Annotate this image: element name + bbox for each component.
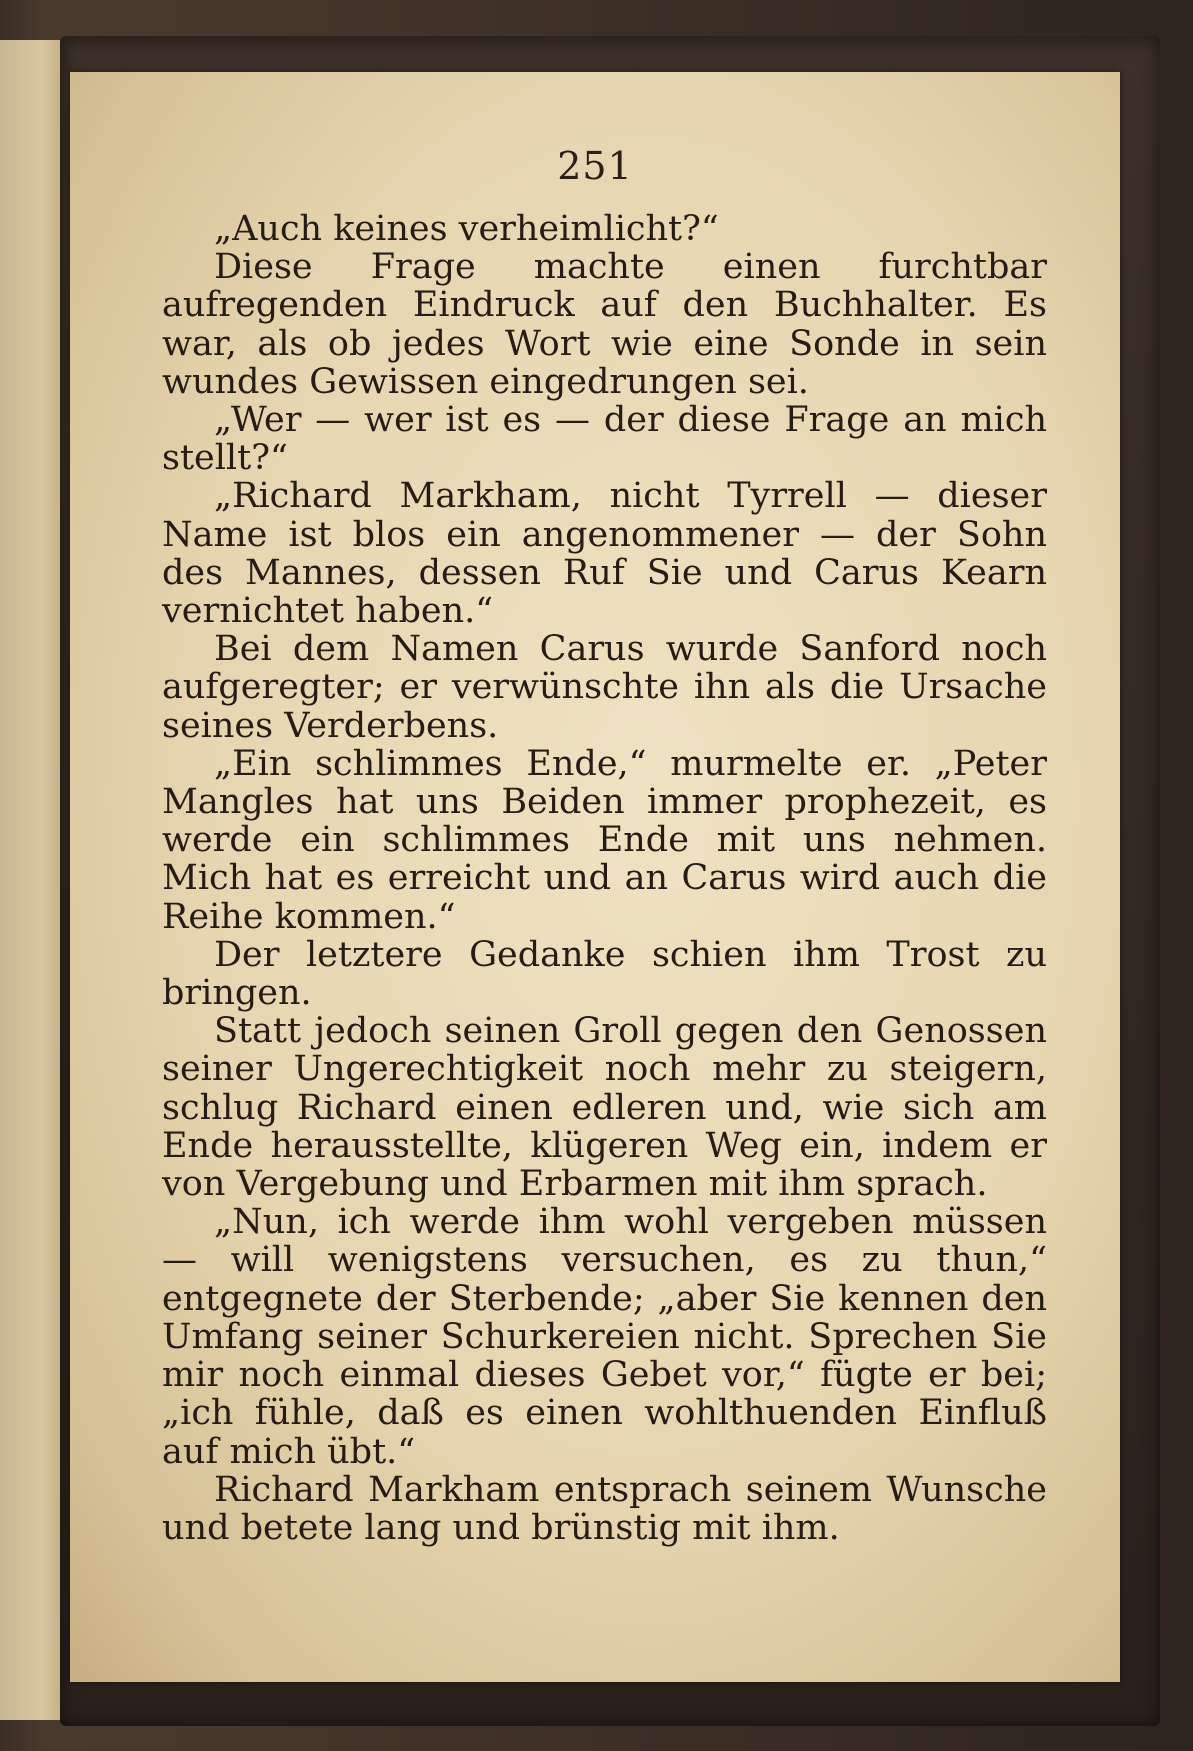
paragraph: Bei dem Namen Carus wurde Sanford noch aufgeregter; er verwünschte ihn als die Ursache seines Verderbens. (162, 629, 1047, 746)
paragraph: „Ein schlimmes Ende,“ murmelte er. „Peter Mangles hat uns Beiden immer prophezeit, es werde ein schlimmes Ende mit uns nehmen. Mich hat es erreicht und an Carus wird auch die Reihe kommen.“ (162, 743, 1047, 937)
paragraph: Richard Markham entsprach seinem Wunsche und betete lang und brünstig mit ihm. (162, 1469, 1047, 1548)
paragraph: Der letztere Gedanke schien ihm Trost zu bringen. (162, 934, 1047, 1014)
book-page (70, 72, 1120, 1682)
paragraph: „Auch keines verheimlicht?“ (214, 209, 719, 249)
paragraph: Diese Frage machte einen furchtbar aufregenden Eindruck auf den Buchhalter. Es war, als ob jedes Wort wie eine Sonde in sein wundes Gewissen eingedrungen sei. (162, 247, 1047, 402)
paragraph: Statt jedoch seinen Groll gegen den Genossen seiner Ungerechtigkeit noch mehr zu steigern, schlug Richard einen edleren und, wie sich am Ende herausstellte, klügeren Weg ein, indem er von Vergebung und Erbarmen mit ihm sprach. (162, 1011, 1047, 1205)
body-text (162, 210, 1047, 1547)
page-number: 251 (557, 144, 633, 188)
paragraph: „Richard Markham, nicht Tyrrell — dieser Name ist blos ein angenommener — der Sohn des Mannes, dessen Ruf Sie und Carus Kearn vernichtet haben.“ (162, 476, 1047, 632)
paragraph: „Wer — wer ist es — der diese Frage an mich stellt?“ (162, 400, 1047, 479)
paragraph: „Nun, ich werde ihm wohl vergeben müssen — will wenigstens versuchen, es zu thun,“ entgegnete der Sterbende; „aber Sie kennen den Umfang seiner Schurkereien nicht. Sprechen Sie mir noch einmal dieses Gebet vor,“ fügte er bei; „ich fühle, daß es einen wohlthuenden Einfluß auf mich übt.“ (162, 1202, 1047, 1472)
